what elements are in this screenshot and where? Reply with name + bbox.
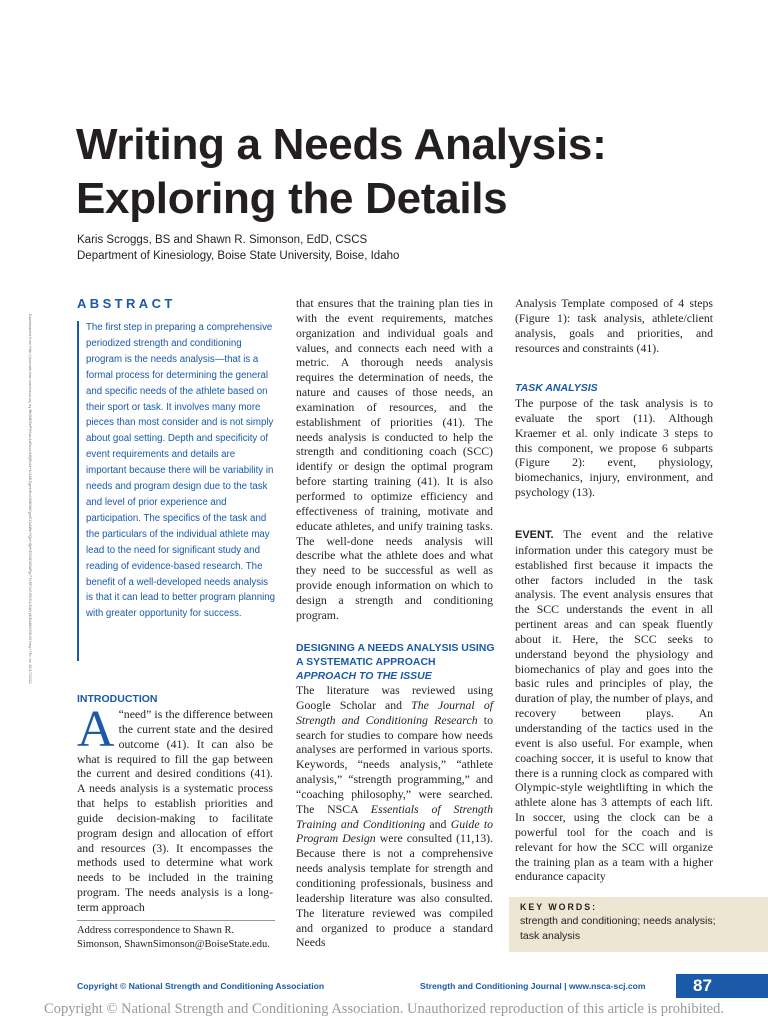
author-affiliation: Department of Kinesiology, Boise State University, Boise, Idaho bbox=[77, 249, 400, 262]
book-title: Guide to Program Design bbox=[296, 816, 494, 846]
footer-journal-link[interactable]: Strength and Conditioning Journal | www.nsca-scj.com bbox=[420, 981, 646, 991]
keywords-box bbox=[509, 897, 768, 952]
designing-text bbox=[296, 683, 493, 950]
author-block bbox=[77, 233, 737, 264]
page-footer bbox=[0, 974, 768, 998]
correspondence-footnote: Address correspondence to Shawn R. Simonson, ShawnSimonson@BoiseState.edu. bbox=[77, 925, 270, 950]
designing-text-part: to search for studies to compare how needs analyses are performed in various sports. Keywords, “needs analysis,” “athlete analysis,” “strength programming,” and “coaching philosophy,” were searched. The NSCA bbox=[296, 712, 493, 816]
event-text: The event and the relative information under this category must be established first because it impacts the other factors included in the task analysis. The event analysis ensures that the SCC understands the event in all pertinent areas and can speak fluently about it. Here, the SCC seeks to understand beyond the physiology and biomechanics of play and goes into the basic rules and principles of play, the duration of play, the number of plays, and recovery between plays. An understanding of the tactics used in the event is also useful. For example, when coaching soccer, it is useful to know that there is a running clock as compared with Olympic-style weightlifting in which the athlete alone has 3 attempts of each lift. In soccer, using the clock can be a powerful tool for the coach and is relevant for how the SCC will organize the training plan as a team with a higher endurance capacity bbox=[515, 527, 713, 884]
abstract-rule bbox=[77, 321, 79, 661]
article-title: Writing a Needs Analysis: Exploring the Details bbox=[76, 120, 607, 223]
column3-text: Analysis Template composed of 4 steps (Figure 1): task analysis, athlete/client analysis, goals and priorities, and resources and constraints (41). bbox=[515, 296, 713, 355]
keywords-text: strength and conditioning; needs analysis; task analysis bbox=[520, 915, 716, 942]
abstract-text: The first step in preparing a comprehensive periodized strength and conditioning program is the needs analysis—that is a formal process for determining the general and specific needs of the athlete based on their sport or task. It involves many more pieces than most consider and is not simply about goal setting. Depth and specificity of event requirements and details are important because there will be variability in needs and program design due to the task and level of prior experience and participation. The specifics of the task and the particulars of the individual athlete may lead to the need for significant study and reading of evidence-based research. The benefit of a well-developed needs analysis is that it can lead to better program planning with greater opportunity for success. bbox=[86, 322, 276, 620]
approach-subheading: APPROACH TO THE ISSUE bbox=[296, 670, 432, 682]
introduction-heading: INTRODUCTION bbox=[77, 693, 158, 705]
footer-copyright: Copyright © National Strength and Conditioning Association bbox=[77, 981, 325, 991]
download-note-text: Downloaded from http://journals.lww.com/nsca-scj by BhDMf5ePHKav1zEoum1tQfN4a+kJLhEZgbsIHo4XMi0hCywCX1AWnYQp/IlQrHD3i3D0OdRyi7TvSFl4Cf3VC4/OAVpDDa8KKGKV0Ymy+78= on 10/17/2021 bbox=[28, 314, 32, 685]
abstract-heading: ABSTRACT bbox=[77, 296, 176, 311]
event-section bbox=[515, 527, 713, 884]
introduction-body: “need” is the difference between the current state and the desired outcome (41). It can also be what is required to fill the gap between the current and desired conditions (41). A needs analysis is a systematic process that helps to establish priorities and guide decision-making to facilitate program design and allocation of effort and resources (3). It encompasses the methods used to determine what work needs to be included in the training program. The needs analysis is a long-term approach bbox=[77, 707, 273, 914]
author-names: Karis Scroggs, BS and Shawn R. Simonson, EdD, CSCS bbox=[77, 234, 368, 246]
page-number: 87 bbox=[693, 976, 712, 995]
keywords-label: KEY WORDS: bbox=[520, 902, 598, 912]
designing-heading: DESIGNING A NEEDS ANALYSIS USING A SYSTEMATIC APPROACH bbox=[296, 642, 495, 668]
designing-text-part: and bbox=[425, 816, 451, 831]
event-runin-heading: EVENT. bbox=[515, 529, 554, 541]
journal-title: The Journal of Strength and Conditioning Research bbox=[296, 697, 493, 727]
task-analysis-text: The purpose of the task analysis is to evaluate the sport (11). Although Kraemer et al. only indicate 3 steps to this component, we propose 6 subparts (Figure 2): event, physiology, biomechanics, injury, environment, and psychology (13). bbox=[515, 396, 713, 500]
book-title: Essentials of Strength Training and Conditioning bbox=[296, 801, 493, 831]
column2-text: that ensures that the training plan ties in with the event requirements, matches organization and individual goals and values, and connects each need with a metric. A thorough needs analysis requires the determination of needs, the nature and causes of those needs, an examination of resources, and the establishment of priorities (41). The needs analysis is conducted to help the strength and conditioning coach (SCC) identify or design the optimal program before starting training (41). It is also performed to optimize efficiency and effectiveness of training, motivate and educate athletes, and unify training tasks. The well-done needs analysis will describe what the athlete does and what they need to be successful as well as provide enough information on which to design a strength and conditioning program. bbox=[296, 296, 493, 622]
designing-text-part: were consulted (11,13). Because there is not a comprehensive needs analysis template for strength and conditioning professionals, business and leadership literature was also consulted. The literature reviewed was compiled and organized to produce a standard Needs bbox=[296, 831, 493, 950]
drop-cap: A bbox=[77, 701, 115, 758]
copyright-watermark: Copyright © National Strength and Conditioning Association. Unauthorized reproduction of this article is prohibited. bbox=[0, 998, 768, 1024]
footnote-divider bbox=[77, 920, 275, 921]
download-note bbox=[24, 314, 34, 830]
page-number-box bbox=[676, 974, 768, 998]
designing-text-part: The literature was reviewed using Google Scholar and bbox=[296, 683, 493, 712]
task-analysis-heading: TASK ANALYSIS bbox=[515, 382, 598, 394]
introduction-text bbox=[77, 701, 273, 915]
